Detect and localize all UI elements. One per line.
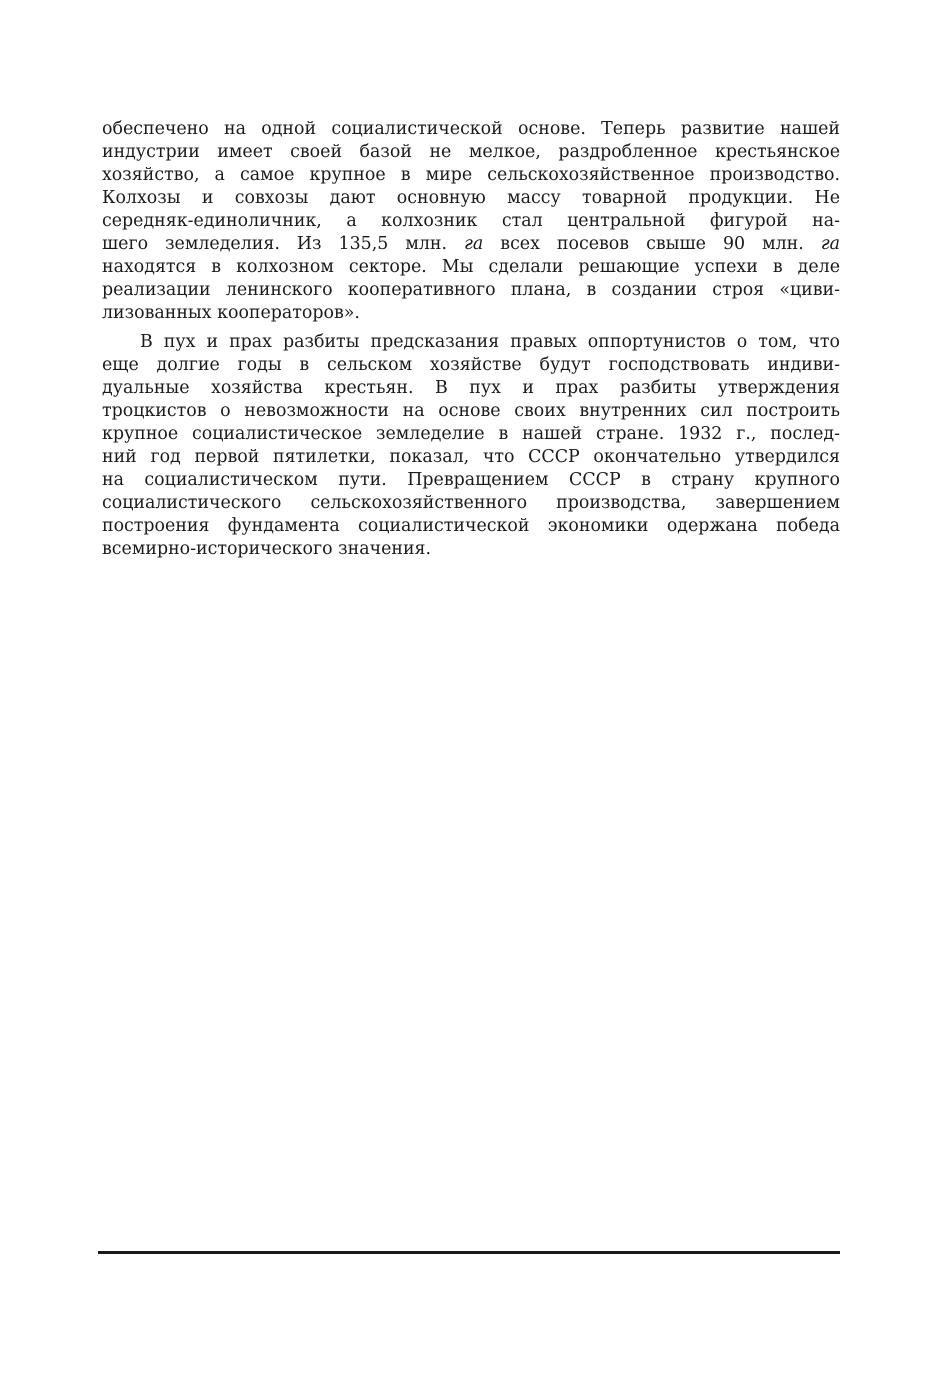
text-line: крупное социалистическое земледелие в нашей стране. 1932 г., послед-: [102, 424, 840, 444]
text-line: середняк-единоличник, а колхозник стал центральной фигурой на-: [102, 211, 840, 231]
text-line: еще долгие годы в сельском хозяйстве будут господствовать индиви-: [102, 355, 840, 375]
text-line: дуальные хозяйства крестьян. В пух и прах разбиты утверждения: [102, 378, 840, 398]
text-line: обеспечено на одной социалистической основе. Теперь развитие нашей: [102, 119, 840, 139]
text-line: на социалистическом пути. Превращением СССР в страну крупного: [102, 470, 840, 490]
text-line: всемирно-исторического значения.: [102, 539, 432, 559]
text-line: построения фундамента социалистической экономики одержана победа: [102, 516, 840, 536]
unit-abbrev: га: [464, 234, 484, 254]
unit-abbrev: га: [820, 234, 840, 254]
text-line: хозяйство, а самое крупное в мире сельскохозяйственное производство.: [102, 165, 840, 185]
text-line: Колхозы и совхозы дают основную массу товарной продукции. Не: [102, 188, 840, 208]
text-line: ний год первой пятилетки, показал, что СССР окончательно утвердился: [102, 447, 840, 467]
footer-rule: [98, 1251, 840, 1254]
paragraph-2: [102, 331, 840, 561]
paragraph-1: [102, 118, 840, 325]
text-line: индустрии имеет своей базой не мелкое, раздробленное крестьянское: [102, 142, 840, 162]
text-line: реализации ленинского кооперативного плана, в создании строя «циви-: [102, 280, 840, 300]
text-line: шего земледелия. Из 135,5 млн. га всех посевов свыше 90 млн. га: [102, 234, 840, 254]
text-line: социалистического сельскохозяйственного производства, завершением: [102, 493, 840, 513]
text-line: находятся в колхозном секторе. Мы сделали решающие успехи в деле: [102, 257, 840, 277]
text-line: лизованных кооператоров».: [102, 303, 360, 323]
body-text: [102, 118, 840, 561]
text-line: троцкистов о невозможности на основе своих внутренних сил построить: [102, 401, 840, 421]
text-line: В пух и прах разбиты предсказания правых оппортунистов о том, что: [140, 332, 840, 352]
